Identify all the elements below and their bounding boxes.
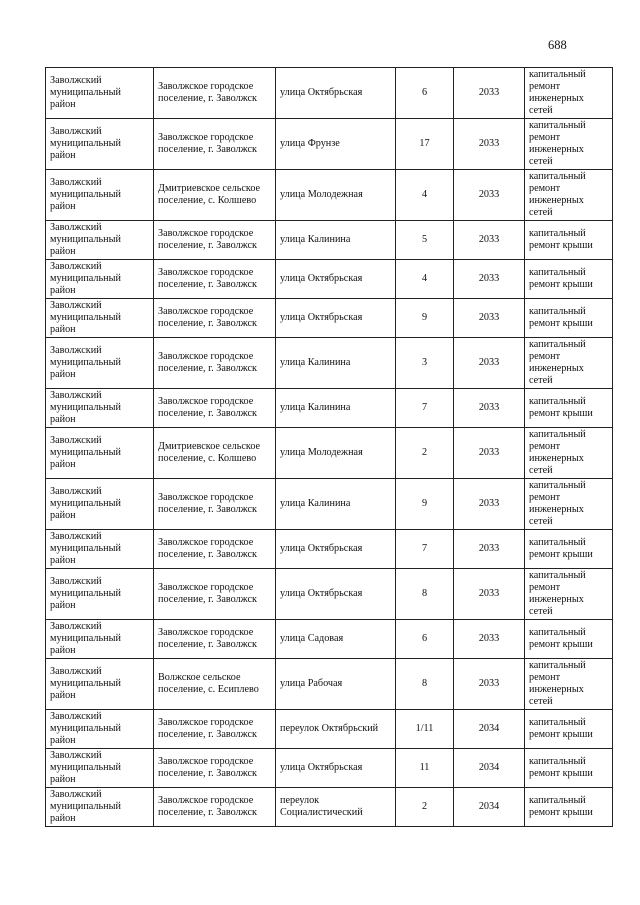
district-cell: Заволжский муниципальный район: [46, 338, 154, 389]
work-type-cell: капитальный ремонт крыши: [525, 260, 613, 299]
work-type-cell: капитальный ремонт инженерных сетей: [525, 659, 613, 710]
district-cell: Заволжский муниципальный район: [46, 170, 154, 221]
work-type-cell: капитальный ремонт крыши: [525, 530, 613, 569]
street-cell: улица Октябрьская: [276, 569, 396, 620]
year-cell: 2033: [454, 569, 525, 620]
district-cell: Заволжский муниципальный район: [46, 119, 154, 170]
settlement-cell: Заволжское городское поселение, г. Заволжск: [154, 710, 276, 749]
year-cell: 2033: [454, 338, 525, 389]
settlement-cell: Заволжское городское поселение, г. Заволжск: [154, 221, 276, 260]
work-type-cell: капитальный ремонт крыши: [525, 299, 613, 338]
street-cell: улица Калинина: [276, 389, 396, 428]
district-cell: Заволжский муниципальный район: [46, 620, 154, 659]
year-cell: 2033: [454, 170, 525, 221]
table-row: [46, 389, 613, 428]
year-cell: 2033: [454, 299, 525, 338]
year-cell: 2034: [454, 788, 525, 827]
house-number-cell: 3: [396, 338, 454, 389]
house-number-cell: 17: [396, 119, 454, 170]
house-number-cell: 2: [396, 428, 454, 479]
settlement-cell: Заволжское городское поселение, г. Заволжск: [154, 788, 276, 827]
house-number-cell: 5: [396, 221, 454, 260]
work-type-cell: капитальный ремонт инженерных сетей: [525, 68, 613, 119]
year-cell: 2034: [454, 749, 525, 788]
district-cell: Заволжский муниципальный район: [46, 788, 154, 827]
street-cell: улица Калинина: [276, 338, 396, 389]
street-cell: переулок Социалистический: [276, 788, 396, 827]
table-row: [46, 68, 613, 119]
house-number-cell: 6: [396, 68, 454, 119]
settlement-cell: Заволжское городское поселение, г. Заволжск: [154, 569, 276, 620]
table-row: [46, 170, 613, 221]
house-number-cell: 8: [396, 569, 454, 620]
street-cell: улица Рабочая: [276, 659, 396, 710]
house-number-cell: 4: [396, 170, 454, 221]
settlement-cell: Заволжское городское поселение, г. Заволжск: [154, 389, 276, 428]
repair-schedule-table: [45, 67, 613, 827]
street-cell: улица Молодежная: [276, 170, 396, 221]
year-cell: 2033: [454, 479, 525, 530]
work-type-cell: капитальный ремонт инженерных сетей: [525, 479, 613, 530]
work-type-cell: капитальный ремонт крыши: [525, 788, 613, 827]
work-type-cell: капитальный ремонт крыши: [525, 710, 613, 749]
table-row: [46, 788, 613, 827]
house-number-cell: 9: [396, 479, 454, 530]
table-row: [46, 569, 613, 620]
settlement-cell: Заволжское городское поселение, г. Заволжск: [154, 338, 276, 389]
table-row: [46, 710, 613, 749]
year-cell: 2033: [454, 260, 525, 299]
settlement-cell: Заволжское городское поселение, г. Заволжск: [154, 119, 276, 170]
work-type-cell: капитальный ремонт инженерных сетей: [525, 119, 613, 170]
year-cell: 2034: [454, 710, 525, 749]
district-cell: Заволжский муниципальный район: [46, 569, 154, 620]
table-row: [46, 299, 613, 338]
street-cell: улица Октябрьская: [276, 68, 396, 119]
table-body: [46, 68, 613, 827]
district-cell: Заволжский муниципальный район: [46, 299, 154, 338]
table-row: [46, 221, 613, 260]
work-type-cell: капитальный ремонт инженерных сетей: [525, 428, 613, 479]
settlement-cell: Дмитриевское сельское поселение, с. Колшево: [154, 170, 276, 221]
table-row: [46, 620, 613, 659]
house-number-cell: 1/11: [396, 710, 454, 749]
table-row: [46, 119, 613, 170]
street-cell: улица Калинина: [276, 221, 396, 260]
settlement-cell: Заволжское городское поселение, г. Заволжск: [154, 299, 276, 338]
year-cell: 2033: [454, 221, 525, 260]
street-cell: улица Октябрьская: [276, 749, 396, 788]
district-cell: Заволжский муниципальный район: [46, 659, 154, 710]
settlement-cell: Заволжское городское поселение, г. Заволжск: [154, 620, 276, 659]
district-cell: Заволжский муниципальный район: [46, 428, 154, 479]
year-cell: 2033: [454, 119, 525, 170]
house-number-cell: 6: [396, 620, 454, 659]
house-number-cell: 9: [396, 299, 454, 338]
district-cell: Заволжский муниципальный район: [46, 710, 154, 749]
street-cell: улица Молодежная: [276, 428, 396, 479]
street-cell: улица Садовая: [276, 620, 396, 659]
year-cell: 2033: [454, 428, 525, 479]
district-cell: Заволжский муниципальный район: [46, 530, 154, 569]
street-cell: улица Октябрьская: [276, 260, 396, 299]
settlement-cell: Заволжское городское поселение, г. Заволжск: [154, 68, 276, 119]
settlement-cell: Заволжское городское поселение, г. Заволжск: [154, 260, 276, 299]
year-cell: 2033: [454, 389, 525, 428]
street-cell: улица Фрунзе: [276, 119, 396, 170]
district-cell: Заволжский муниципальный район: [46, 221, 154, 260]
district-cell: Заволжский муниципальный район: [46, 749, 154, 788]
house-number-cell: 8: [396, 659, 454, 710]
table-row: [46, 338, 613, 389]
work-type-cell: капитальный ремонт инженерных сетей: [525, 569, 613, 620]
table-row: [46, 749, 613, 788]
year-cell: 2033: [454, 620, 525, 659]
street-cell: улица Октябрьская: [276, 530, 396, 569]
house-number-cell: 11: [396, 749, 454, 788]
table-row: [46, 659, 613, 710]
year-cell: 2033: [454, 68, 525, 119]
district-cell: Заволжский муниципальный район: [46, 479, 154, 530]
work-type-cell: капитальный ремонт инженерных сетей: [525, 338, 613, 389]
page-number: 688: [548, 38, 567, 52]
settlement-cell: Волжское сельское поселение, с. Есиплево: [154, 659, 276, 710]
street-cell: улица Октябрьская: [276, 299, 396, 338]
year-cell: 2033: [454, 659, 525, 710]
work-type-cell: капитальный ремонт крыши: [525, 389, 613, 428]
street-cell: улица Калинина: [276, 479, 396, 530]
table-row: [46, 479, 613, 530]
street-cell: переулок Октябрьский: [276, 710, 396, 749]
district-cell: Заволжский муниципальный район: [46, 389, 154, 428]
house-number-cell: 7: [396, 389, 454, 428]
work-type-cell: капитальный ремонт крыши: [525, 620, 613, 659]
district-cell: Заволжский муниципальный район: [46, 68, 154, 119]
settlement-cell: Заволжское городское поселение, г. Заволжск: [154, 749, 276, 788]
house-number-cell: 2: [396, 788, 454, 827]
table-row: [46, 260, 613, 299]
house-number-cell: 7: [396, 530, 454, 569]
settlement-cell: Дмитриевское сельское поселение, с. Колшево: [154, 428, 276, 479]
house-number-cell: 4: [396, 260, 454, 299]
settlement-cell: Заволжское городское поселение, г. Заволжск: [154, 479, 276, 530]
table-row: [46, 428, 613, 479]
work-type-cell: капитальный ремонт крыши: [525, 749, 613, 788]
work-type-cell: капитальный ремонт инженерных сетей: [525, 170, 613, 221]
year-cell: 2033: [454, 530, 525, 569]
settlement-cell: Заволжское городское поселение, г. Заволжск: [154, 530, 276, 569]
table-row: [46, 530, 613, 569]
work-type-cell: капитальный ремонт крыши: [525, 221, 613, 260]
district-cell: Заволжский муниципальный район: [46, 260, 154, 299]
